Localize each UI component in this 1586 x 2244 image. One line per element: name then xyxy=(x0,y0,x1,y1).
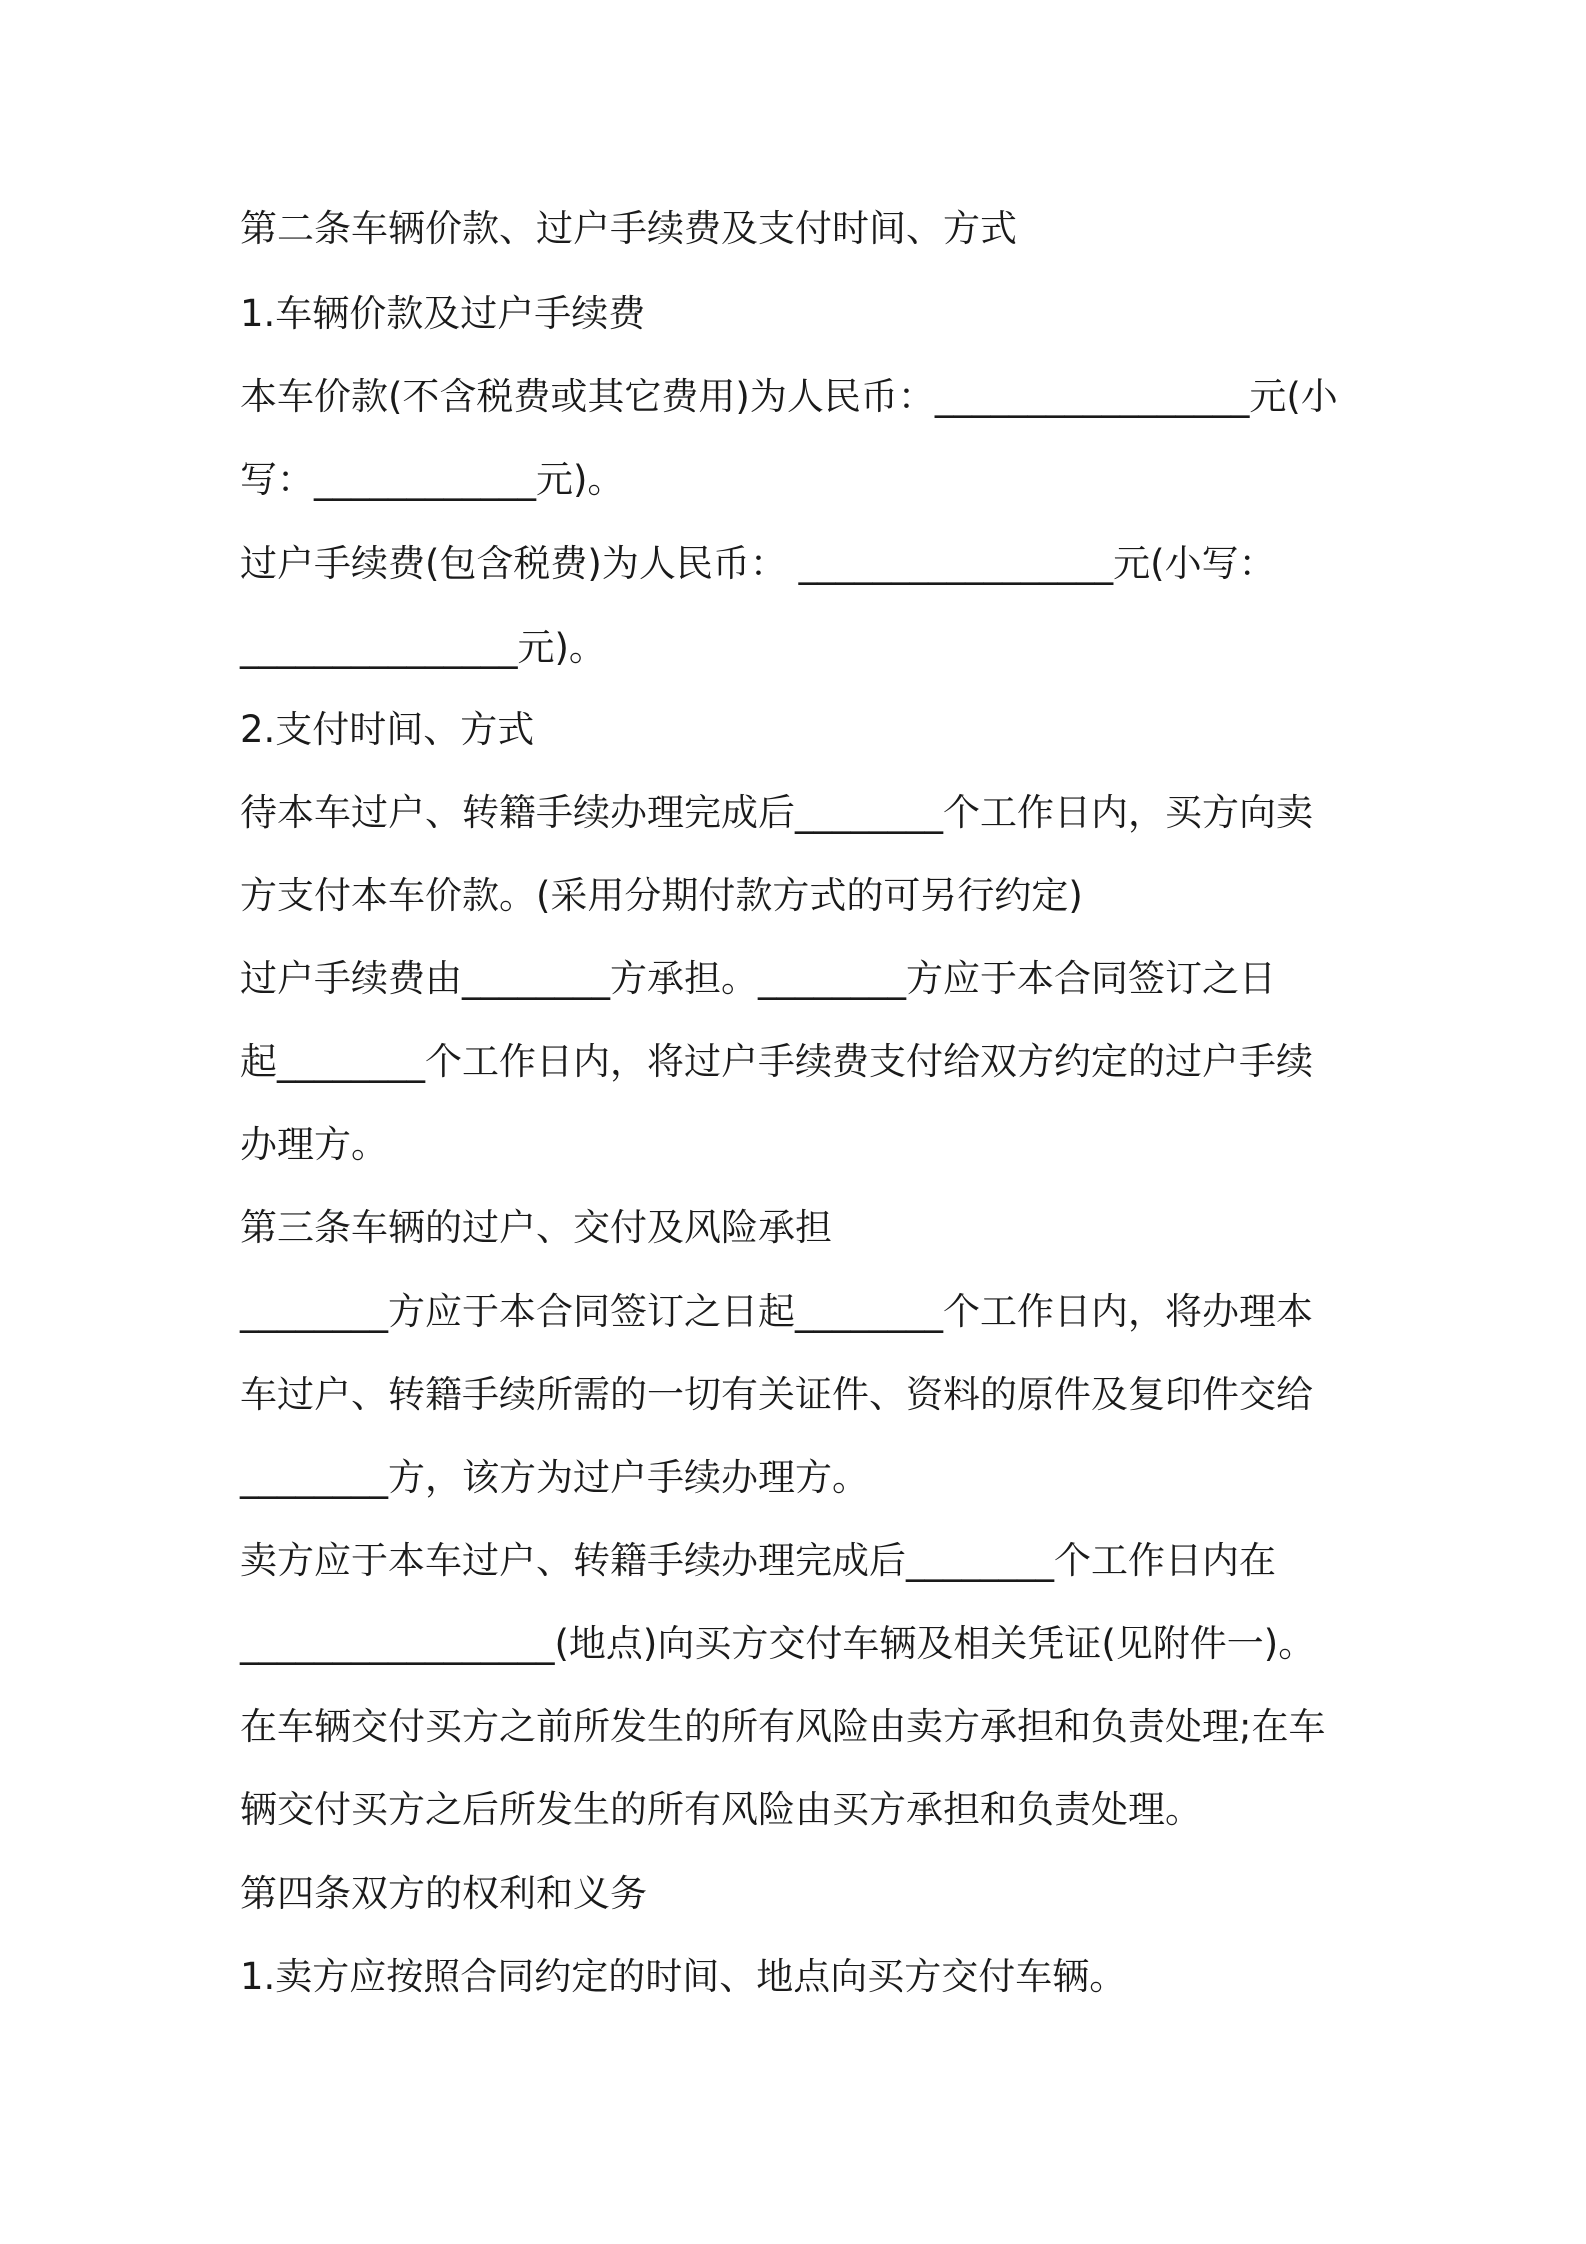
paragraph-line: 卖方应于本车过户、转籍手续办理完成后________个工作日内在 xyxy=(240,1539,1276,1582)
paragraph-line: 过户手续费由________方承担。________方应于本合同签订之日 xyxy=(240,957,1276,1000)
section-heading-article-4: 第四条双方的权利和义务 xyxy=(240,1872,647,1915)
paragraph-line: 本车价款(不含税费或其它费用)为人民币：_________________元(小 xyxy=(240,375,1338,418)
paragraph-line: 方支付本车价款。(采用分期付款方式的可另行约定) xyxy=(240,874,1083,917)
paragraph-line: ________方应于本合同签订之日起________个工作日内，将办理本 xyxy=(240,1290,1313,1333)
paragraph-line: 在车辆交付买方之前所发生的所有风险由卖方承担和负责处理;在车 xyxy=(240,1705,1326,1748)
paragraph-line: _________________(地点)向买方交付车辆及相关凭证(见附件一)。 xyxy=(240,1622,1316,1665)
paragraph-line: 待本车过户、转籍手续办理完成后________个工作日内，买方向卖 xyxy=(240,791,1313,834)
section-heading-article-3: 第三条车辆的过户、交付及风险承担 xyxy=(240,1206,832,1249)
subheading-price-and-fee: 1.车辆价款及过户手续费 xyxy=(240,292,646,335)
paragraph-line: 过户手续费(包含税费)为人民币： _________________元(小写： xyxy=(240,542,1276,585)
paragraph-line: 起________个工作日内，将过户手续费支付给双方约定的过户手续 xyxy=(240,1040,1313,1083)
paragraph-line: 辆交付买方之后所发生的所有风险由买方承担和负责处理。 xyxy=(240,1788,1202,1831)
paragraph-line: ________方，该方为过户手续办理方。 xyxy=(240,1456,869,1499)
paragraph-line: _______________元)。 xyxy=(240,626,606,669)
paragraph-line: 1.卖方应按照合同约定的时间、地点向买方交付车辆。 xyxy=(240,1955,1127,1998)
section-heading-article-2: 第二条车辆价款、过户手续费及支付时间、方式 xyxy=(240,207,1017,250)
paragraph-line: 办理方。 xyxy=(240,1123,388,1166)
paragraph-line: 车过户、转籍手续所需的一切有关证件、资料的原件及复印件交给 xyxy=(240,1373,1313,1416)
paragraph-line: 写：____________元)。 xyxy=(240,458,625,501)
subheading-payment-method: 2.支付时间、方式 xyxy=(240,708,535,751)
